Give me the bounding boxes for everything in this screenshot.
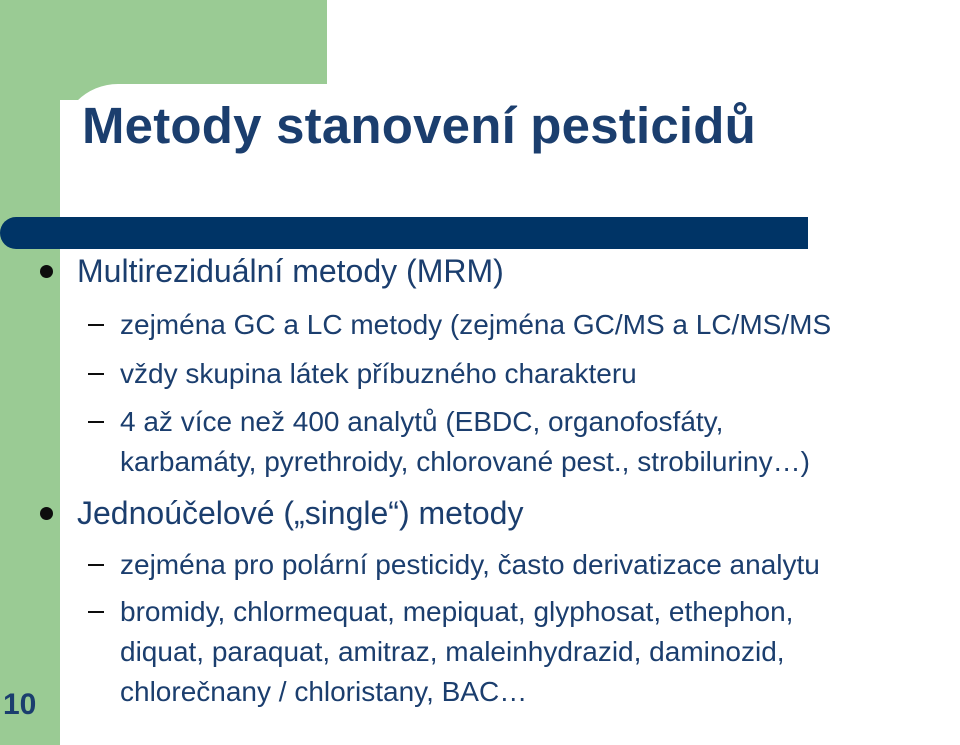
green-side-strip [0, 0, 60, 745]
sub-bullet-text: 4 až více než 400 analytů (EBDC, organofosfáty, [120, 406, 724, 437]
bullet-dot-icon [40, 265, 53, 278]
bullet-item [40, 253, 504, 290]
bullet-dot-icon [40, 507, 53, 520]
dash-icon [88, 611, 104, 613]
bullet-text: Jednoúčelové („single“) metody [77, 495, 524, 531]
dash-icon [88, 324, 104, 326]
sub-bullet-continuation: chlorečnany / chloristany, BAC… [120, 676, 528, 707]
sub-bullet-item [88, 309, 831, 341]
bullet-text: Multireziduální metody (MRM) [77, 253, 504, 289]
dash-icon [88, 564, 104, 566]
sub-bullet-text: zejména pro polární pesticidy, často derivatizace analytu [120, 549, 820, 580]
sub-bullet-text: bromidy, chlormequat, mepiquat, glyphosat, ethephon, [120, 596, 794, 627]
sub-bullet-item [88, 358, 637, 390]
bullet-item [40, 495, 523, 532]
dash-icon [88, 421, 104, 423]
sub-bullet-text: vždy skupina látek příbuzného charakteru [120, 358, 637, 389]
page-number: 10 [3, 688, 37, 721]
sub-bullet-continuation: karbamáty, pyrethroidy, chlorované pest., strobiluriny…) [120, 446, 810, 477]
sub-bullet-continuation: diquat, paraquat, amitraz, maleinhydrazid, daminozid, [120, 636, 785, 667]
sub-bullet-item [88, 596, 793, 628]
dash-icon [88, 373, 104, 375]
sub-bullet-text: zejména GC a LC metody (zejména GC/MS a LC/MS/MS [120, 309, 832, 340]
sub-bullet-item [88, 406, 723, 438]
sub-bullet-item [88, 549, 820, 581]
title-underline-bar [0, 217, 808, 249]
slide-title: Metody stanovení pesticidů [82, 97, 756, 154]
